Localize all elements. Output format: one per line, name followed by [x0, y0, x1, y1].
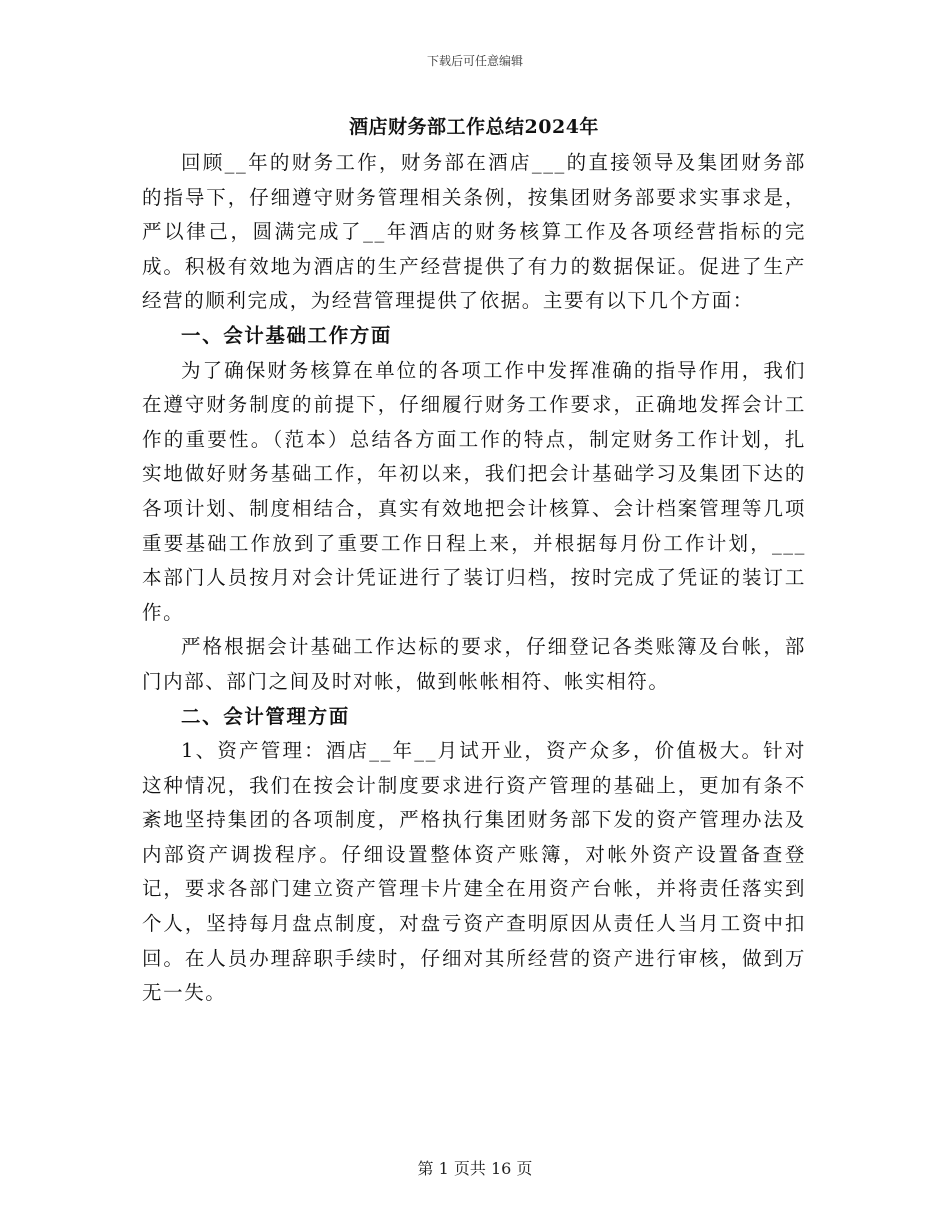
document-body: [142, 112, 806, 1011]
paragraph-asset-management: 1、资产管理：酒店__年__月试开业，资产众多，价值极大。针对这种情况，我们在按会计制度要求进行资产管理的基础上，更加有条不紊地坚持集团的各项制度，严格执行集团财务部下发的资产管理办法及内部资产调拨程序。仔细设置整体资产账簿，对帐外资产设置备查登记，要求各部门建立资产管理卡片建全在用资产台帐，并将责任落实到个人，坚持每月盘点制度，对盘亏资产查明原因从责任人当月工资中扣回。在人员办理辞职手续时，仔细对其所经营的资产进行审核，做到万无一失。: [142, 739, 806, 1005]
section-heading-accounting-management: 二、会计管理方面: [181, 704, 350, 728]
section-heading-accounting-basics: 一、会计基础工作方面: [181, 323, 393, 347]
document-title: 酒店财务部工作总结2024年: [349, 116, 599, 138]
page-number-footer: 第 1 页共 16 页: [417, 1159, 533, 1178]
header-note: 下载后可任意编辑: [426, 54, 523, 68]
paragraph-ledger-reconciliation: 严格根据会计基础工作达标的要求，仔细登记各类账簿及台帐，部门内部、部门之间及时对帐，做到帐帐相符、帐实相符。: [142, 635, 806, 693]
paragraph-accounting-basics: 为了确保财务核算在单位的各项工作中发挥准确的指导作用，我们在遵守财务制度的前提下，仔细履行财务工作要求，正确地发挥会计工作的重要性。（范本）总结各方面工作的特点，制定财务工作计划，扎实地做好财务基础工作，年初以来，我们把会计基础学习及集团下达的各项计划、制度相结合，真实有效地把会计核算、会计档案管理等几项重要基础工作放到了重要工作日程上来，并根据每月份工作计划，___本部门人员按月对会计凭证进行了装订归档，按时完成了凭证的装订工作。: [142, 358, 806, 624]
paragraph-intro: 回顾__年的财务工作，财务部在酒店___的直接领导及集团财务部的指导下，仔细遵守财务管理相关条例，按集团财务部要求实事求是，严以律己，圆满完成了__年酒店的财务核算工作及各项经营指标的完成。积极有效地为酒店的生产经营提供了有力的数据保证。促进了生产经营的顺利完成，为经营管理提供了依据。主要有以下几个方面：: [142, 151, 806, 313]
